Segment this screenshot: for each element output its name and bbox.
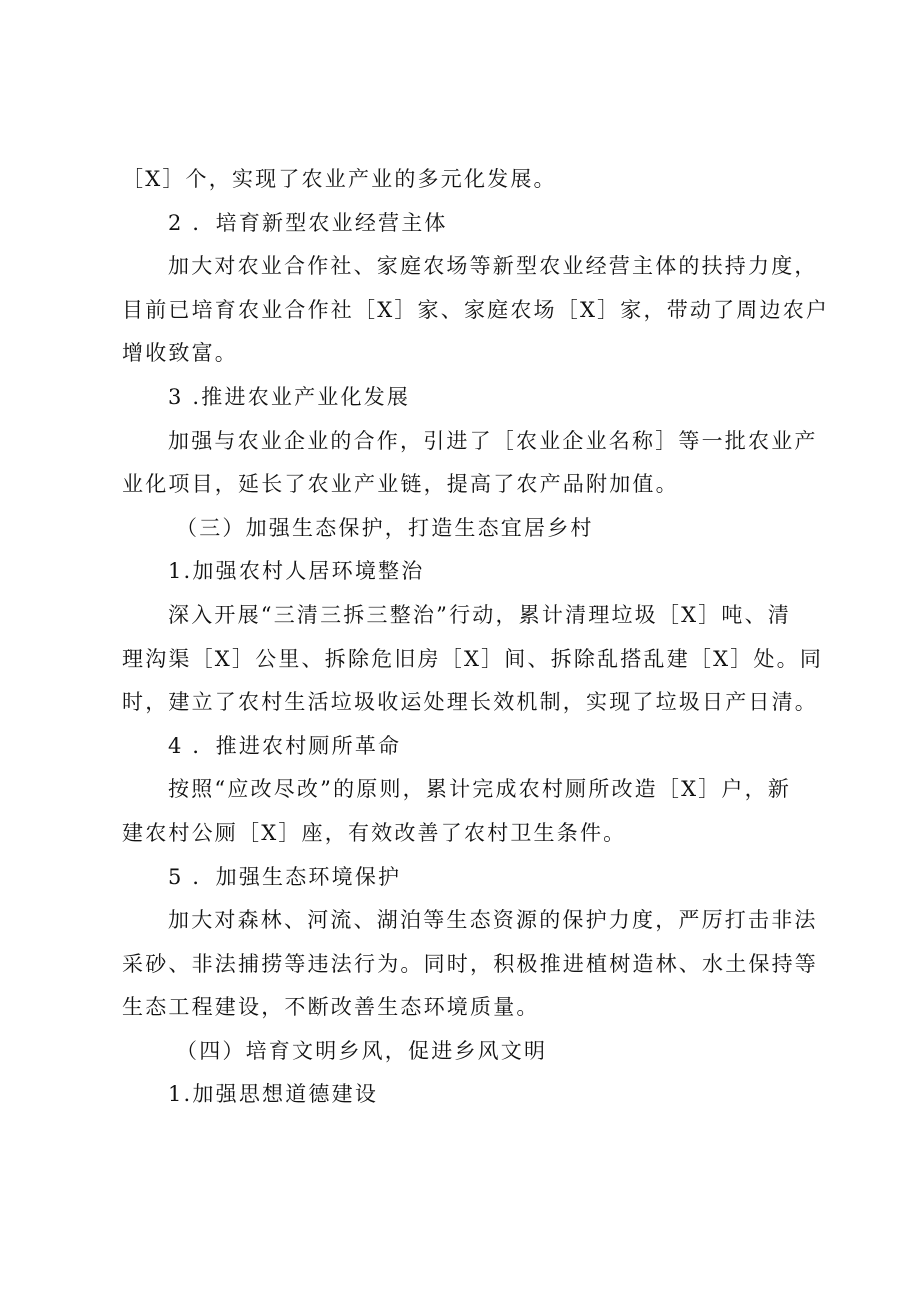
body-text-line: 业化项目，延长了农业产业链，提高了农产品附加值。 bbox=[122, 472, 679, 497]
body-text-line: 目前已培育农业合作社［X］家、家庭农场［X］家，带动了周边农户 bbox=[122, 297, 830, 322]
body-text-line: 加大对森林、河流、湖泊等生态资源的保护力度，严厉打击非法 bbox=[168, 908, 818, 933]
body-text-line: 按照“应改尽改”的原则，累计完成农村厕所改造［X］户，新 bbox=[168, 777, 792, 802]
subheading: 3 .推进农业产业化发展 bbox=[168, 384, 411, 409]
body-text-line: 增收致富。 bbox=[122, 341, 238, 366]
subheading: 1.加强农村人居环境整治 bbox=[168, 559, 425, 584]
body-text-line: 生态工程建设，不断改善生态环境质量。 bbox=[122, 995, 540, 1020]
section-heading: （四）培育文明乡风，促进乡风文明 bbox=[176, 1038, 548, 1063]
body-text-line: 加大对农业合作社、家庭农场等新型农业经营主体的扶持力度， bbox=[168, 254, 818, 279]
subheading: 5 ．加强生态环境保护 bbox=[168, 864, 402, 889]
body-text-line: 建农村公厕［X］座，有效改善了农村卫生条件。 bbox=[122, 820, 627, 845]
body-text-line: 时，建立了农村生活垃圾收运处理长效机制，实现了垃圾日产日清。 bbox=[122, 690, 818, 715]
section-heading: （三）加强生态保护，打造生态宜居乡村 bbox=[176, 515, 594, 540]
subheading: 4 ．推进农村厕所革命 bbox=[168, 733, 402, 758]
body-text-line: 加强与农业企业的合作，引进了［农业企业名称］等一批农业产 bbox=[168, 428, 818, 453]
body-text-line: 采砂、非法捕捞等违法行为。同时，积极推进植树造林、水土保持等 bbox=[122, 951, 818, 976]
body-text-line: ［X］个，实现了农业产业的多元化发展。 bbox=[122, 167, 557, 191]
subheading: 1.加强思想道德建设 bbox=[168, 1082, 379, 1107]
body-text-line: 深入开展“三清三拆三整治”行动，累计清理垃圾［X］吨、清 bbox=[168, 602, 792, 627]
document-body bbox=[122, 158, 830, 1117]
body-text-line: 理沟渠［X］公里、拆除危旧房［X］间、拆除乱搭乱建［X］处。同 bbox=[122, 646, 824, 671]
subheading: 2 ．培育新型农业经营主体 bbox=[168, 210, 448, 235]
